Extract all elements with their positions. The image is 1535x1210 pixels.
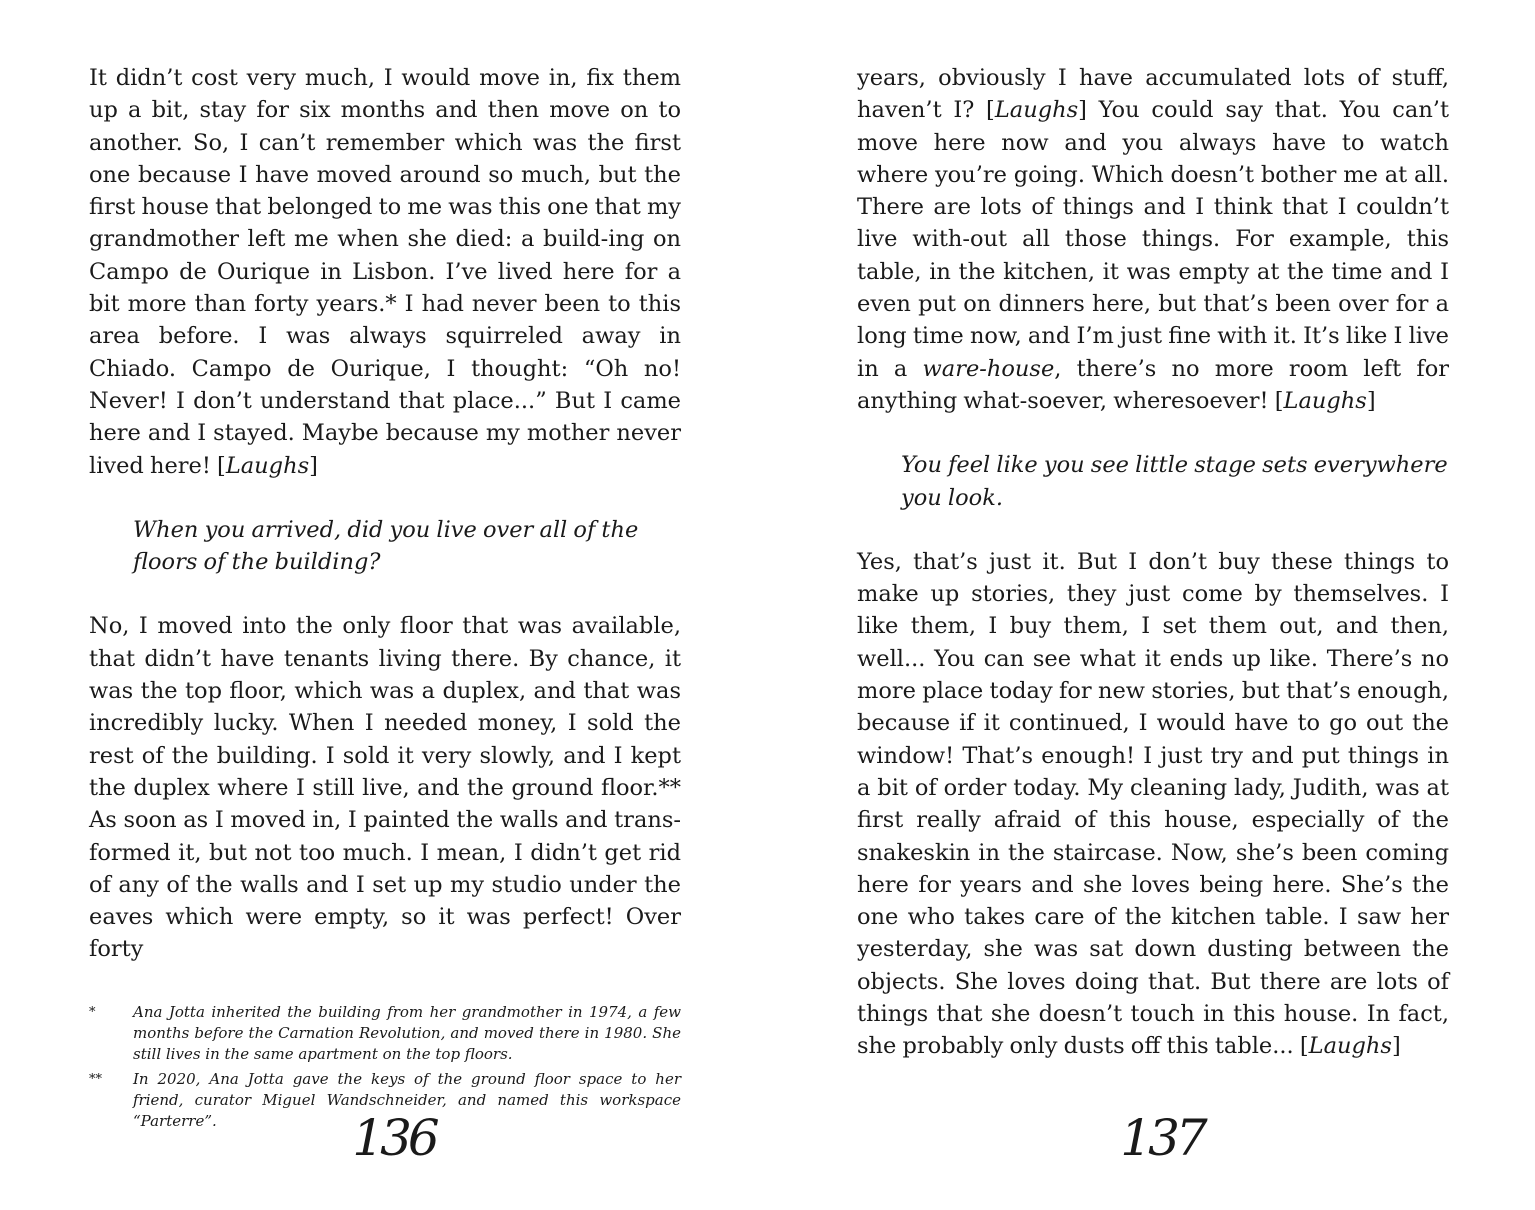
footnote-text: In 2020, Ana Jotta gave the keys of the ground floor space to her friend, curator Miguel Wandschneider, and named this workspace “Parterre”. [133,1069,681,1130]
footnote-mark: * [89,1004,96,1020]
paragraph-text: It didn’t cost very much, I would move in, fix them up a bit, stay for six months and then move on to another. So, I can’t remember which was the first one because I have moved around so much, but the first house that belonged to me was this one that my grandmother left me when she died: a build-ing on Campo de Ourique in Lisbon. I’ve lived here for a bit more than forty years.* I had never been to this area before. I was always squirreled away in Chiado. Campo de Ourique, I thought: “Oh no! Never! I don’t understand that place...” But I came here and I stayed. Maybe because my mother never lived here! [ [89,65,681,479]
paragraph-text: ] You could say that. You can’t move here now and you always have to watch where you’re going. Which doesn’t bother me at all. There are lots of things and I think that I couldn’t live with-out all those things. For example, this table, in the kitchen, it was empty at the time and I even put on dinners here, but that’s been over for a long time now, and I’m just fine with it. It’s like I live in a [857,97,1450,382]
paragraph-text: , there’s no more room left for anything what-soever, wheresoever! [ [857,355,1449,414]
paragraph-1 [89,62,681,482]
right-page [857,62,1449,1063]
paragraph-text: years, obviously I have accumulated lots of stuff, haven’t I? [ [857,65,1449,124]
paragraph-text: Yes, that’s just it. But I don’t buy these things to make up stories, they just come by themselves. I like them, I buy them, I set them out, and then, well... You can see what it ends up like. There’s no more place today for new stories, but that’s enough, because if it continued, I would have to go out the window! That’s enough! I just try and put things in a bit of order today. My cleaning lady, Judith, was at first really afraid of this house, especially of the snakeskin in the staircase. Now, she’s been coming here for years and she loves being here. She’s the one who takes care of the kitchen table. I saw her yesterday, she was sat down dusting between the objects. She loves doing that. But there are lots of things that she doesn’t touch in this house. In fact, she probably only dusts off this table... [ [857,548,1449,1060]
paragraph-2: No, I moved into the only floor that was available, that didn’t have tenants living there. By chance, it was the top floor, which was a duplex, and that was incredibly lucky. When I needed money, I sold the rest of the building. I sold it very slowly, and I kept the duplex where I still live, and the ground floor.** As soon as I moved in, I painted the walls and trans-formed it, but not too much. I mean, I didn’t get rid of any of the walls and I set up my studio under the eaves which were empty, so it was perfect! Over forty [89,613,681,963]
laughs-italic: Laughs [994,97,1079,124]
bracket-close: ] [1391,1033,1401,1060]
laughs-italic: Laughs [225,452,310,479]
bracket-close: ] [309,452,318,479]
laughs-italic: Laughs [1308,1033,1392,1060]
page-number-left: 136 [352,1109,436,1167]
interview-question: You feel like you see little stage sets everywhere you look. [901,452,1448,511]
footnote-text: Ana Jotta inherited the building from her grandmother in 1974, a few months before the Carnation Revolution, and moved there in 1980. She still lives in the same apartment on the top floors. [133,1002,681,1063]
bracket-close: ] [1366,387,1376,414]
laughs-italic: Laughs [1283,387,1367,414]
paragraph-1 [857,62,1449,417]
warehouse-italic: ware-house [922,355,1055,382]
paragraph-2 [857,546,1449,1063]
interview-question: When you arrived, did you live over all of the floors of the building? [133,516,639,576]
page-number-right: 137 [1120,1109,1204,1167]
left-page [89,62,681,1136]
footnote-1 [89,1002,681,1065]
footnote-mark: ** [89,1071,102,1087]
